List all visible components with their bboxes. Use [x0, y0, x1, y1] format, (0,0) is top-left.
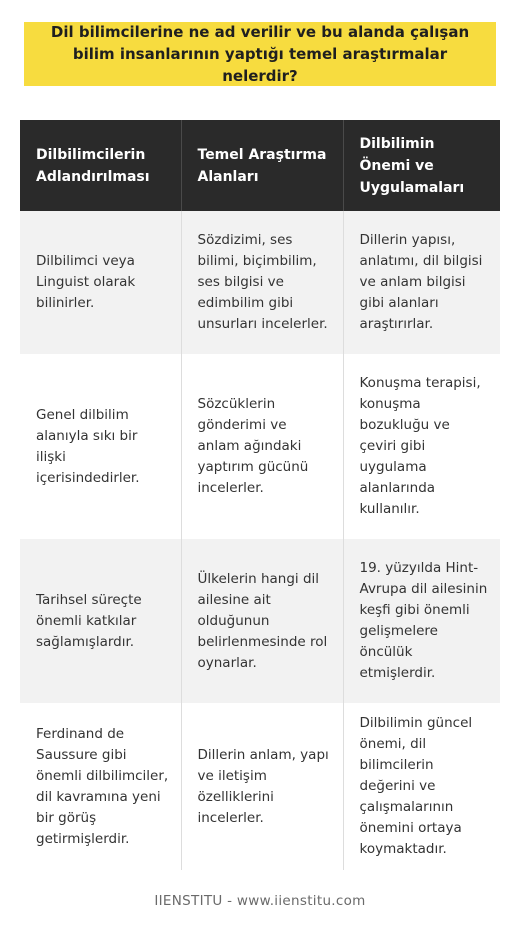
table-cell: Ferdinand de Saussure gibi önemli dilbilimciler, dil kavramına yeni bir görüş getirmişlerdir. [20, 703, 181, 870]
table-cell: 19. yüzyılda Hint-Avrupa dil ailesinin keşfi gibi önemli gelişmelere öncülük etmişlerdir. [343, 539, 500, 703]
column-header-importance: Dilbilimin Önemi ve Uygulamaları [343, 120, 500, 211]
column-header-naming: Dilbilimcilerin Adlandırılması [20, 120, 181, 211]
table-cell: Sözcüklerin gönderimi ve anlam ağındaki yaptırım gücünü incelerler. [181, 354, 343, 539]
table-row [20, 539, 500, 703]
table-row [20, 703, 500, 870]
table-row [20, 211, 500, 354]
table-cell: Dilbilimci veya Linguist olarak bilinirler. [20, 211, 181, 354]
table-cell: Tarihsel süreçte önemli katkılar sağlamışlardır. [20, 539, 181, 703]
table-cell: Dillerin yapısı, anlatımı, dil bilgisi ve anlam bilgisi gibi alanları araştırırlar. [343, 211, 500, 354]
table-cell: Dillerin anlam, yapı ve iletişim özelliklerini incelerler. [181, 703, 343, 870]
table-row [20, 354, 500, 539]
page-title-banner [24, 22, 496, 86]
page-title: Dil bilimcilerine ne ad verilir ve bu alanda çalışan bilim insanlarının yaptığı temel araştırmalar nelerdir? [50, 23, 470, 85]
info-table [20, 120, 500, 870]
table-cell: Genel dilbilim alanıyla sıkı bir ilişki içerisindedirler. [20, 354, 181, 539]
table-cell: Dilbilimin güncel önemi, dil bilimcilerin değerini ve çalışmalarının önemini ortaya koymaktadır. [343, 703, 500, 870]
table-cell: Konuşma terapisi, konuşma bozukluğu ve çeviri gibi uygulama alanlarında kullanılır. [343, 354, 500, 539]
footer-credit: IIENSTITU - www.iienstitu.com [154, 893, 366, 909]
table-cell: Sözdizimi, ses bilimi, biçimbilim, ses bilgisi ve edimbilim gibi unsurları incelerler. [181, 211, 343, 354]
column-header-research-areas: Temel Araştırma Alanları [181, 120, 343, 211]
table-cell: Ülkelerin hangi dil ailesine ait olduğunun belirlenmesinde rol oynarlar. [181, 539, 343, 703]
table-header-row [20, 120, 500, 211]
